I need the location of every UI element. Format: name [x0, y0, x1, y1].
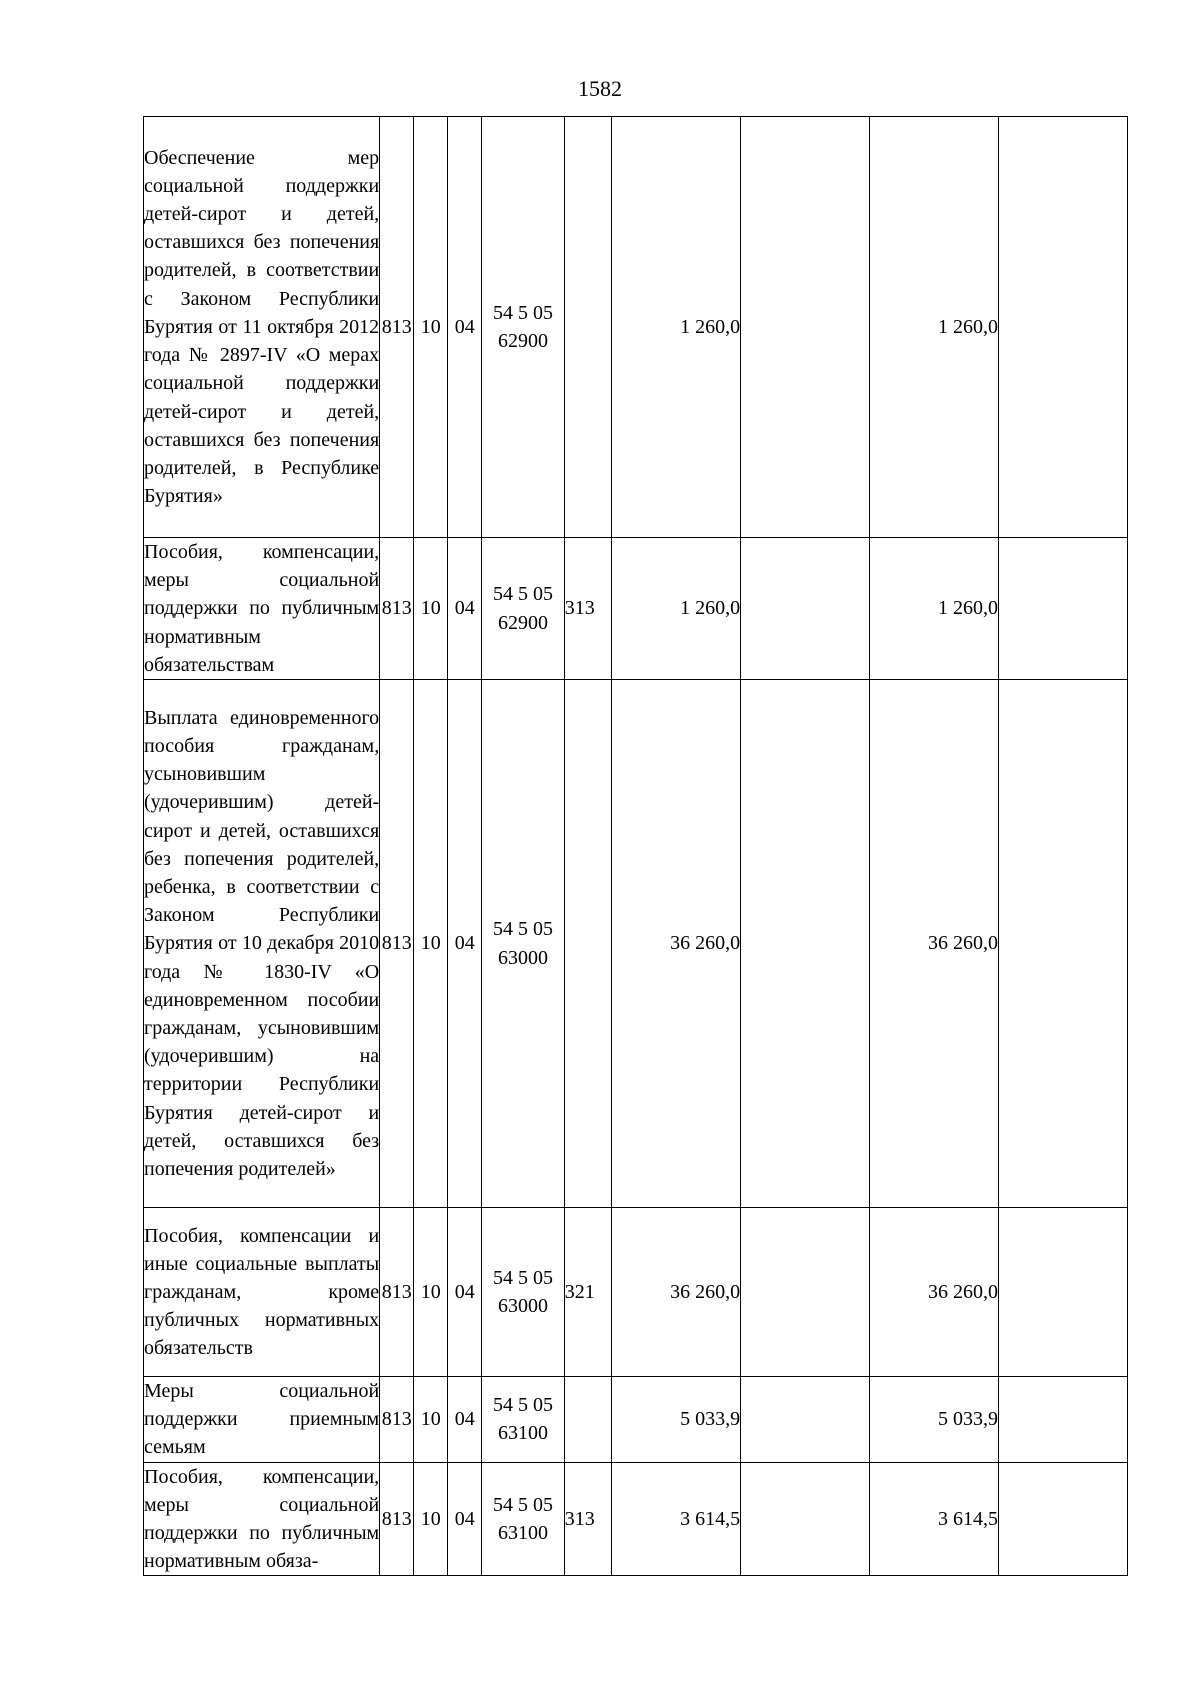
target-article-code-part-1: 54 5 05: [493, 301, 554, 324]
amount-2: [741, 538, 870, 680]
section-code: 10: [414, 1208, 448, 1377]
item-name: Выплата единовременного пособия гражданам, усыновившим (удочерившим) детей-сирот и детей, оставшихся без попечения родителей, ребенка, в соответствии с Законом Республики Бурятия от 10 декабря 2010 года № 1830-IV «О единовременном пособии гражданам, усыновившим (удочерившим) на территории Республики Бурятия детей-сирот и детей, оставшихся без попечения родителей»: [144, 680, 380, 1208]
amount-3: 1 260,0: [870, 117, 999, 538]
grbs-code: 813: [380, 538, 414, 680]
subsection-code: 04: [448, 1377, 482, 1463]
table-row: [144, 1208, 1128, 1377]
item-name: Меры социальной поддержки приемным семьям: [144, 1377, 380, 1463]
subsection-code: 04: [448, 680, 482, 1208]
amount-4: [999, 117, 1128, 538]
amount-3: 5 033,9: [870, 1377, 999, 1463]
page-number: 1582: [578, 76, 622, 101]
amount-2: [741, 117, 870, 538]
section-code: 10: [414, 680, 448, 1208]
section-code: 10: [414, 538, 448, 680]
subsection-code: 04: [448, 1462, 482, 1576]
subsection-code: 04: [448, 1208, 482, 1377]
target-article-code-part-1: 54 5 05: [493, 583, 554, 606]
amount-4: [999, 680, 1128, 1208]
section-code: 10: [414, 1462, 448, 1576]
target-article-code: [482, 1208, 565, 1377]
target-article-code-part-1: 54 5 05: [493, 1266, 554, 1289]
table-body: [144, 117, 1128, 1576]
budget-table: [143, 116, 1128, 1576]
amount-3: 36 260,0: [870, 680, 999, 1208]
expense-type-code: 321: [564, 1208, 611, 1377]
grbs-code: 813: [380, 1377, 414, 1463]
expense-type-code: 313: [564, 1462, 611, 1576]
amount-2: [741, 680, 870, 1208]
target-article-code: [482, 680, 565, 1208]
expense-type-code: [564, 680, 611, 1208]
amount-4: [999, 1208, 1128, 1377]
target-article-code: [482, 538, 565, 680]
amount-1: 5 033,9: [612, 1377, 741, 1463]
target-article-code: [482, 1462, 565, 1576]
table-row: [144, 1377, 1128, 1463]
table-row: [144, 1462, 1128, 1576]
expense-type-code: 313: [564, 538, 611, 680]
subsection-code: 04: [448, 538, 482, 680]
amount-1: 3 614,5: [612, 1462, 741, 1576]
amount-4: [999, 1462, 1128, 1576]
subsection-code: 04: [448, 117, 482, 538]
target-article-code-part-1: 54 5 05: [493, 1394, 554, 1417]
grbs-code: 813: [380, 1208, 414, 1377]
amount-3: 36 260,0: [870, 1208, 999, 1377]
amount-2: [741, 1377, 870, 1463]
item-name: Пособия, компенсации и иные социальные выплаты гражданам, кроме публичных нормативных обязательств: [144, 1208, 380, 1377]
expense-type-code: [564, 117, 611, 538]
amount-3: 3 614,5: [870, 1462, 999, 1576]
table-row: [144, 538, 1128, 680]
item-name: Пособия, компенсации, меры социальной поддержки по публичным нормативным обяза-: [144, 1462, 380, 1576]
amount-1: 36 260,0: [612, 680, 741, 1208]
grbs-code: 813: [380, 1462, 414, 1576]
item-name: Обеспечение мер социальной поддержки детей-сирот и детей, оставшихся без попечения родителей, в соответствии с Законом Республики Бурятия от 11 октября 2012 года № 2897-IV «О мерах социальной поддержки детей-сирот и детей, оставшихся без попечения родителей, в Республике Бурятия»: [144, 117, 380, 538]
target-article-code-part-2: 63000: [498, 946, 549, 969]
grbs-code: 813: [380, 117, 414, 538]
grbs-code: 813: [380, 680, 414, 1208]
target-article-code: [482, 117, 565, 538]
target-article-code-part-1: 54 5 05: [493, 918, 554, 941]
section-code: 10: [414, 1377, 448, 1463]
amount-4: [999, 1377, 1128, 1463]
target-article-code-part-2: 63000: [498, 1295, 549, 1318]
amount-2: [741, 1208, 870, 1377]
target-article-code: [482, 1377, 565, 1463]
amount-3: 1 260,0: [870, 538, 999, 680]
expense-type-code: [564, 1377, 611, 1463]
table-row: [144, 680, 1128, 1208]
target-article-code-part-2: 63100: [498, 1522, 549, 1545]
amount-4: [999, 538, 1128, 680]
target-article-code-part-2: 62900: [498, 330, 549, 352]
amount-1: 1 260,0: [612, 117, 741, 538]
target-article-code-part-2: 63100: [498, 1422, 549, 1445]
amount-1: 36 260,0: [612, 1208, 741, 1377]
amount-2: [741, 1462, 870, 1576]
target-article-code-part-1: 54 5 05: [493, 1493, 554, 1516]
table-row: [144, 117, 1128, 538]
amount-1: 1 260,0: [612, 538, 741, 680]
item-name: Пособия, компенсации, меры социальной поддержки по публичным нормативным обязательствам: [144, 538, 380, 680]
target-article-code-part-2: 62900: [498, 611, 549, 634]
section-code: 10: [414, 117, 448, 538]
